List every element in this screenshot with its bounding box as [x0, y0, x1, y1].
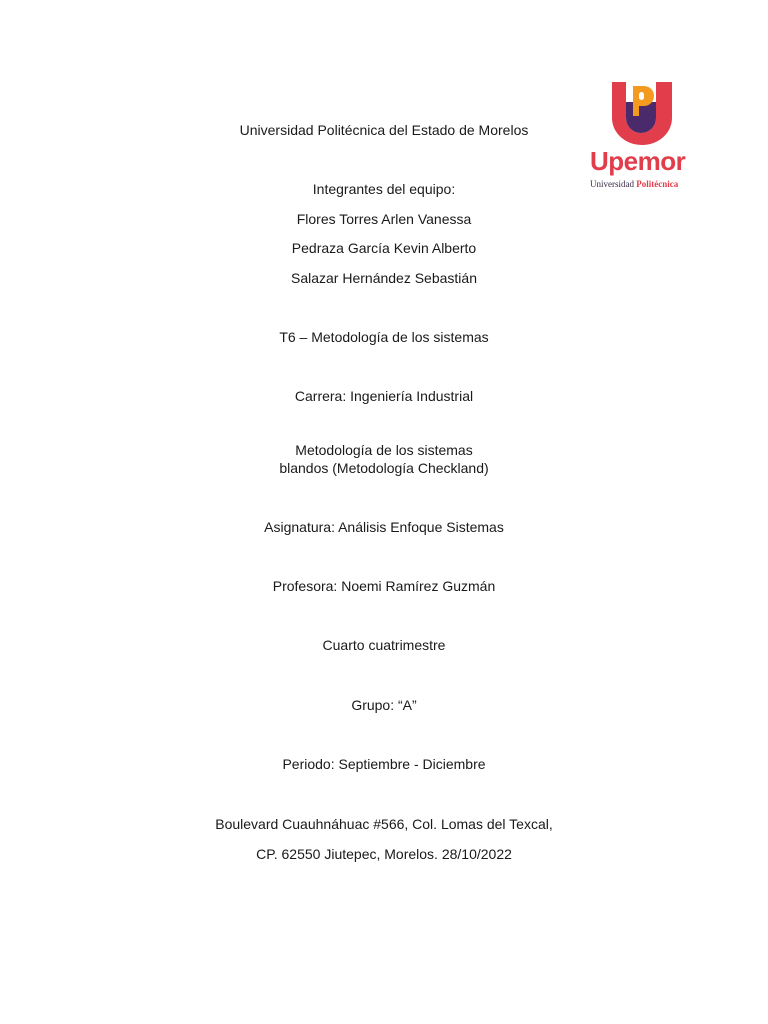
assignment-title: T6 – Metodología de los sistemas: [279, 329, 489, 345]
topic-line-2: blandos (Metodología Checkland): [279, 460, 489, 476]
group: Grupo: “A”: [351, 697, 417, 713]
address-line-2: CP. 62550 Jiutepec, Morelos. 28/10/2022: [256, 846, 512, 862]
team-member: Pedraza García Kevin Alberto: [291, 240, 477, 256]
university-name: Universidad Politécnica del Estado de Morelos: [239, 122, 529, 138]
logo-wordmark: Upemor: [590, 146, 686, 176]
logo-subtitle-prefix: Universidad: [590, 179, 634, 189]
address-line-1: Boulevard Cuauhnáhuac #566, Col. Lomas del Texcal,: [215, 816, 553, 832]
team-member: Flores Torres Arlen Vanessa: [296, 211, 472, 227]
subject: Asignatura: Análisis Enfoque Sistemas: [264, 519, 504, 535]
term: Cuarto cuatrimestre: [322, 637, 446, 653]
period: Periodo: Septiembre - Diciembre: [282, 756, 486, 772]
logo-subtitle-emphasis: Politécnica: [636, 179, 679, 189]
topic-line-1: Metodología de los sistemas: [295, 442, 473, 458]
career: Carrera: Ingeniería Industrial: [294, 388, 474, 404]
team-heading: Integrantes del equipo:: [312, 181, 456, 197]
teacher: Profesora: Noemi Ramírez Guzmán: [272, 578, 496, 594]
team-member: Salazar Hernández Sebastián: [290, 270, 477, 286]
